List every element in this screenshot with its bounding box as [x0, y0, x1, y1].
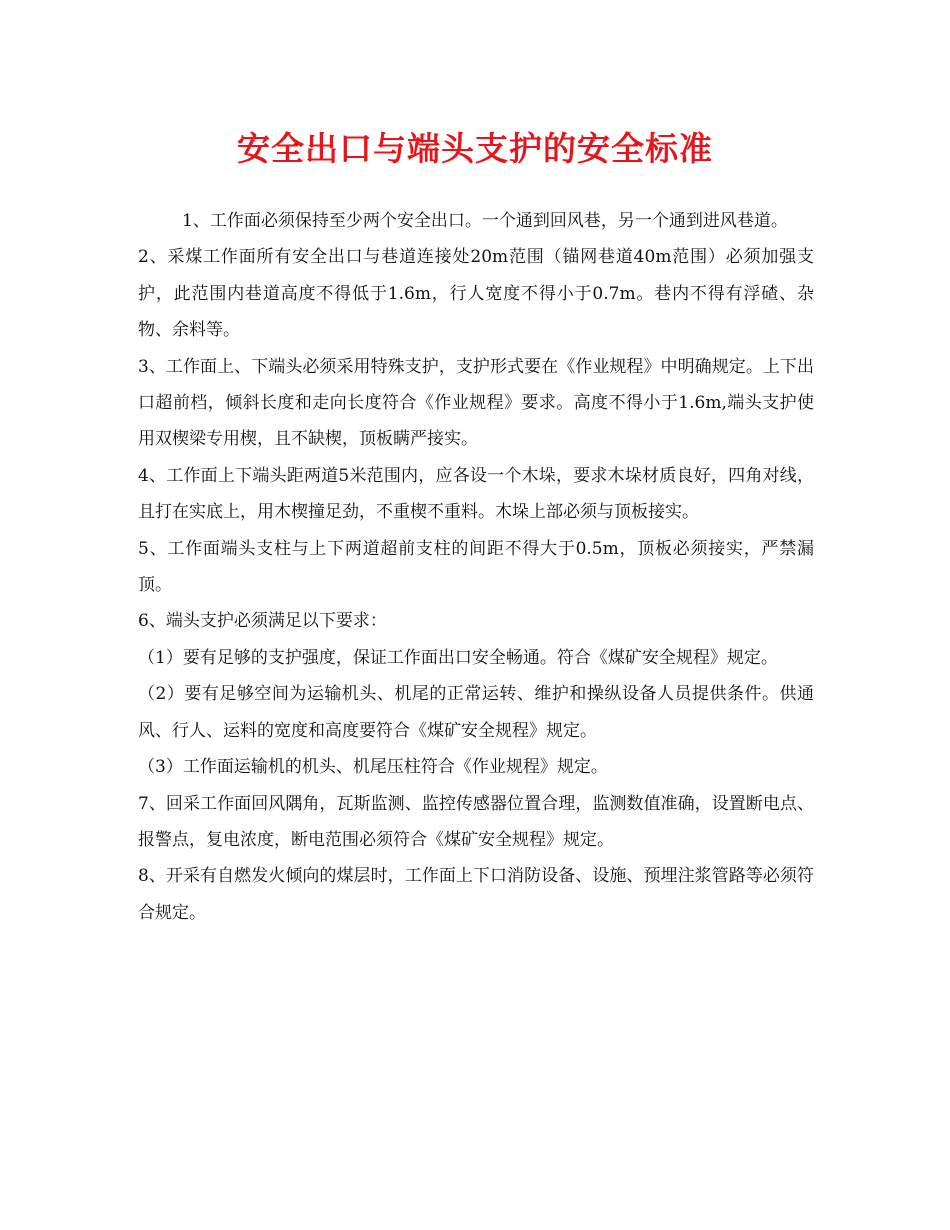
paragraph-1: 1、工作面必须保持至少两个安全出口。一个通到回风巷，另一个通到进风巷道。	[182, 211, 788, 231]
paragraph-5: 5、工作面端头支柱与上下两道超前支柱的间距不得大于0.5m，顶板必须接实，严禁漏顶。	[138, 538, 814, 596]
paragraph-6-3: （3）工作面运输机的机头、机尾压柱符合《作业规程》规定。	[138, 757, 608, 778]
paragraph-6-2: （2）要有足够空间为运输机头、机尾的正常运转、维护和操纵设备人员提供条件。供通风、行人、运料的宽度和高度要符合《煤矿安全规程》规定。	[138, 684, 814, 741]
paragraph-3: 3、工作面上、下端头必须采用特殊支护，支护形式要在《作业规程》中明确规定。上下出口超前档，倾斜长度和走向长度符合《作业规程》要求。高度不得小于1.6m,端头支护使用双楔梁专用楔，且不缺楔，顶板瞒严接实。	[138, 356, 814, 450]
paragraph-2: 2、采煤工作面所有安全出口与巷道连接处20m范围（锚网巷道40m范围）必须加强支护，此范围内巷道高度不得低于1.6m，行人宽度不得小于0.7m。巷内不得有浮碴、杂物、余料等。	[138, 247, 814, 341]
paragraph-4: 4、工作面上下端头距两道5米范围内，应各设一个木垛，要求木垛材质良好，四角对线，且打在实底上，用木楔撞足劲，不重楔不重料。木垛上部必须与顶板接实。	[138, 465, 814, 523]
paragraph-8: 8、开采有自燃发火倾向的煤层时，工作面上下口消防设备、设施、预埋注浆管路等必须符合规定。	[138, 866, 814, 923]
document-title: 安全出口与端头支护的安全标准	[237, 129, 713, 168]
paragraph-6: 6、端头支护必须满足以下要求：	[138, 611, 387, 632]
paragraph-7: 7、回采工作面回风隅角，瓦斯监测、监控传感器位置合理，监测数值准确，设置断电点、报警点，复电浓度，断电范围必须符合《煤矿安全规程》规定。	[138, 793, 814, 850]
document-body	[138, 203, 814, 931]
paragraph-6-1: （1）要有足够的支护强度，保证工作面出口安全畅通。符合《煤矿安全规程》规定。	[138, 647, 778, 668]
